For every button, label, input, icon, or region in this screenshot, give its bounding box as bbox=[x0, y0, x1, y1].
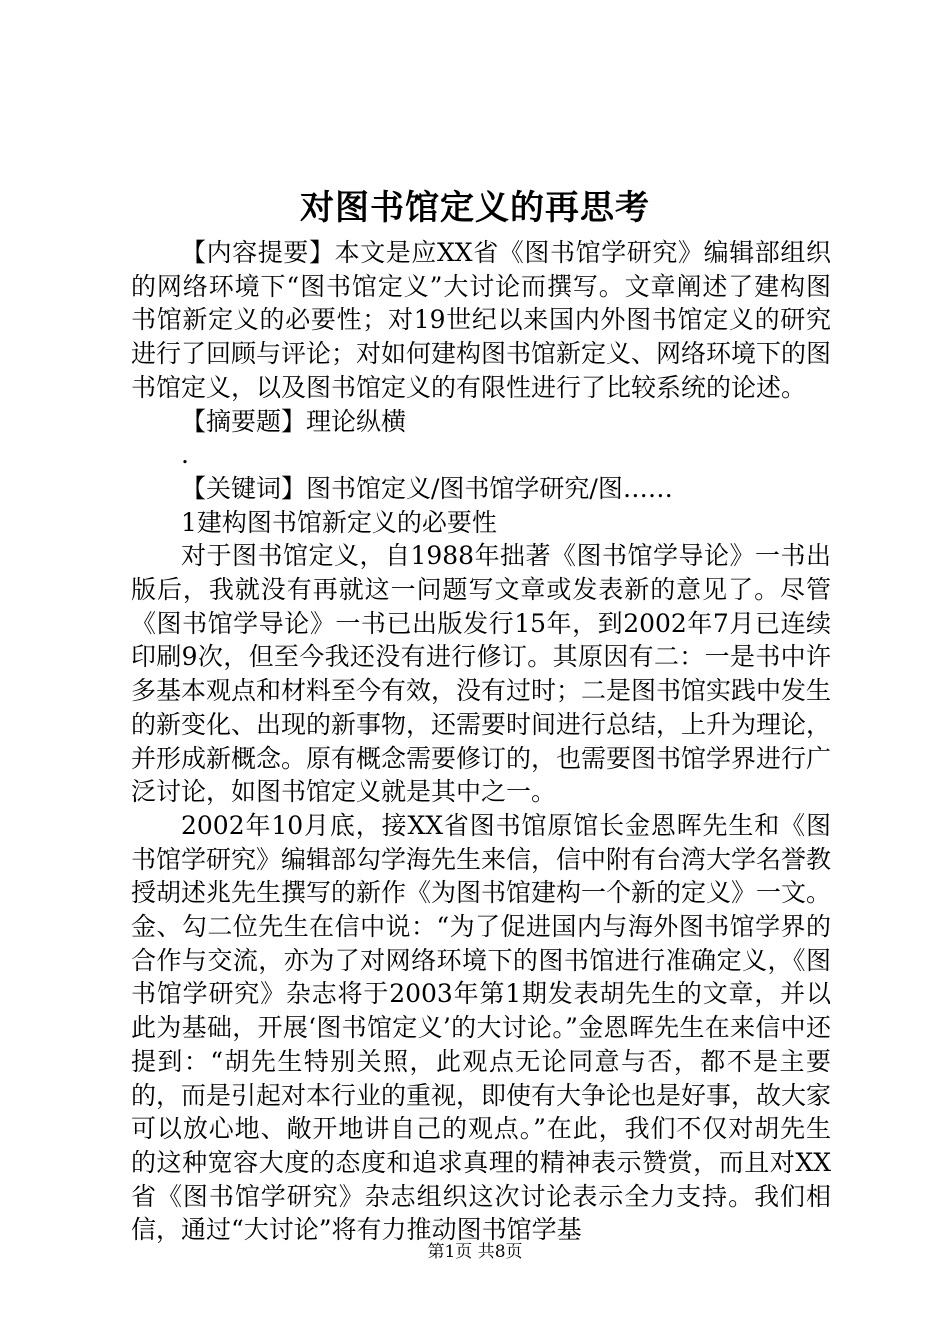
document-title: 对图书馆定义的再思考 bbox=[300, 188, 650, 228]
document-body bbox=[131, 236, 831, 1247]
page-footer: 第1页 共8页 bbox=[427, 1242, 523, 1262]
body-paragraph: 2002年10月底，接XX省图书馆原馆长金恩晖先生和《图书馆学研究》编辑部勾学海先生来信，信中附有台湾大学名誉教授胡述兆先生撰写的新作《为图书馆建构一个新的定义》一文。金、勾二位先生在信中说：“为了促进国内与海外图书馆学界的合作与交流，亦为了对网络环境下的图书馆进行准确定义，《图书馆学研究》杂志将于2003年第1期发表胡先生的文章，并以此为基础，开展‘图书馆定义’的大讨论。”金恩晖先生在来信中还提到：“胡先生特别关照，此观点无论同意与否，都不是主要的，而是引起对本行业的重视，即使有大争论也是好事，故大家可以放心地、敞开地讲自己的观点。”在此，我们不仅对胡先生的这种宽容大度的态度和追求真理的精神表示赞赏，而且对XX省《图书馆学研究》杂志组织这次讨论表示全力支持。我们相信，通过“大讨论”将有力推动图书馆学基 bbox=[131, 810, 832, 1245]
keywords-paragraph: 【关键词】图书馆定义/图书馆学研究/图…… bbox=[181, 473, 673, 503]
body-paragraph: 对于图书馆定义，自1988年拙著《图书馆学导论》一书出版后，我就没有再就这一问题写文章或发表新的意见了。尽管《图书馆学导论》一书已出版发行15年，到2002年7月已连续印刷9次，但至今我还没有进行修订。其原因有二：一是书中许多基本观点和材料至今有效，没有过时；二是图书馆实践中发生的新变化、出现的新事物，还需要时间进行总结，上升为理论，并形成新概念。原有概念需要修订的，也需要图书馆学界进行广泛讨论，如图书馆定义就是其中之一。 bbox=[131, 541, 832, 807]
section-heading: 1建构图书馆新定义的必要性 bbox=[181, 507, 497, 537]
separator-dot: . bbox=[181, 440, 189, 470]
abstract-paragraph: 【内容提要】本文是应XX省《图书馆学研究》编辑部组织的网络环境下“图书馆定义”大讨论而撰写。文章阐述了建构图书馆新定义的必要性；对19世纪以来国内外图书馆定义的研究进行了回顾与评论；对如何建构图书馆新定义、网络环境下的图书馆定义，以及图书馆定义的有限性进行了比较系统的论述。 bbox=[131, 238, 832, 402]
subject-paragraph: 【摘要题】理论纵横 bbox=[181, 406, 407, 436]
